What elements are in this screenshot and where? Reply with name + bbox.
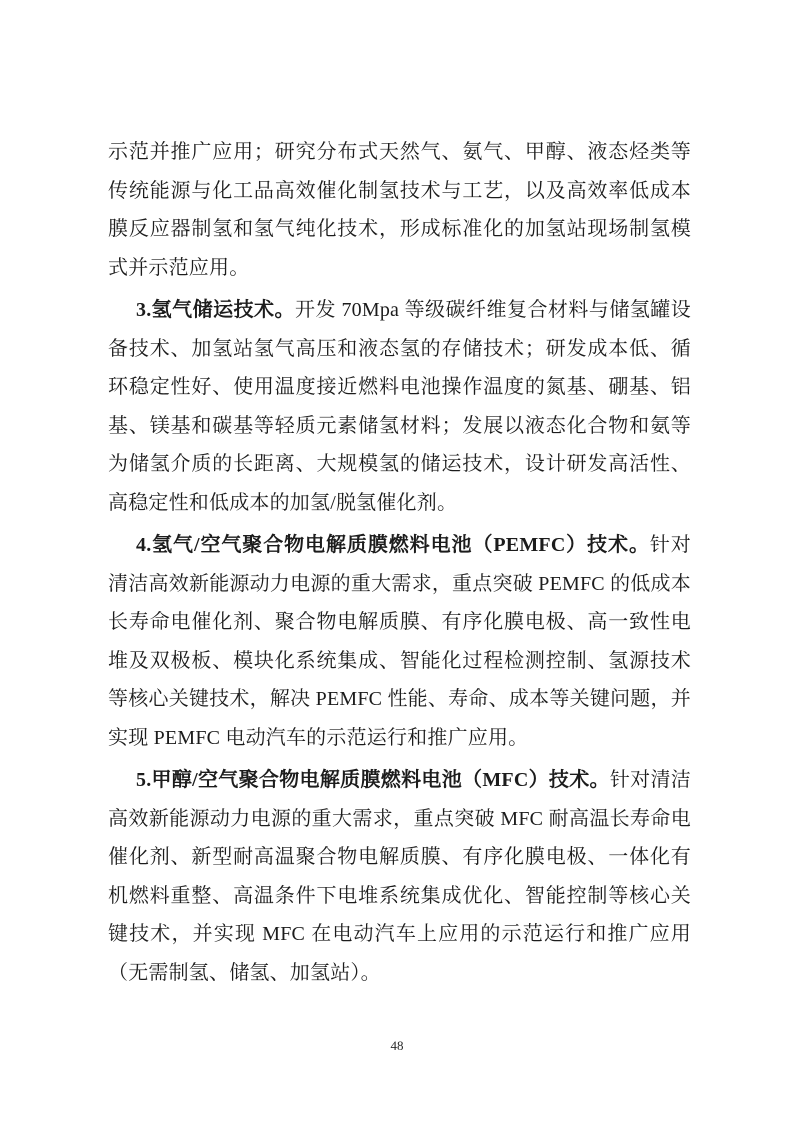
paragraph-text: 开发 70Mpa 等级碳纤维复合材料与储氢罐设备技术、加氢站氢气高压和液态氢的存储技术；研发成本低、循环稳定性好、使用温度接近燃料电池操作温度的氮基、硼基、铝基、镁基和碳基等轻质元素储氢材料；发展以液态化合物和氨等为储氢介质的长距离、大规模氢的储运技术，设计研发高活性、高稳定性和低成本的加氢/脱氢催化剂。: [108, 299, 691, 514]
paragraph-heading: 5.甲醇/空气聚合物电解质膜燃料电池（MFC）技术。: [136, 769, 610, 791]
paragraph-text: 针对清洁高效新能源动力电源的重大需求，重点突破 MFC 耐高温长寿命电催化剂、新型耐高温聚合物电解质膜、有序化膜电极、一体化有机燃料重整、高温条件下电堆系统集成优化、智能控制等核心关键技术，并实现 MFC 在电动汽车上应用的示范运行和推广应用（无需制氢、储氢、加氢站）。: [108, 769, 691, 984]
paragraph-section-3: [108, 291, 691, 522]
paragraph-heading: 3.氢气储运技术。: [136, 299, 296, 321]
paragraph-continuation: [108, 133, 691, 287]
paragraph-text: 示范并推广应用；研究分布式天然气、氨气、甲醇、液态烃类等传统能源与化工品高效催化制氢技术与工艺，以及高效率低成本膜反应器制氢和氢气纯化技术，形成标准化的加氢站现场制氢模式并示范应用。: [108, 141, 691, 279]
paragraph-section-4: [108, 526, 691, 757]
paragraph-heading: 4.氢气/空气聚合物电解质膜燃料电池（PEMFC）技术。: [136, 534, 650, 556]
paragraph-text: 针对清洁高效新能源动力电源的重大需求，重点突破 PEMFC 的低成本长寿命电催化剂、聚合物电解质膜、有序化膜电极、高一致性电堆及双极板、模块化系统集成、智能化过程检测控制、氢源技术等核心关键技术，解决 PEMFC 性能、寿命、成本等关键问题，并实现 PEMFC 电动汽车的示范运行和推广应用。: [108, 534, 691, 749]
page-number: 48: [390, 1038, 404, 1053]
paragraph-section-5: [108, 761, 691, 992]
document-body: [108, 133, 691, 992]
